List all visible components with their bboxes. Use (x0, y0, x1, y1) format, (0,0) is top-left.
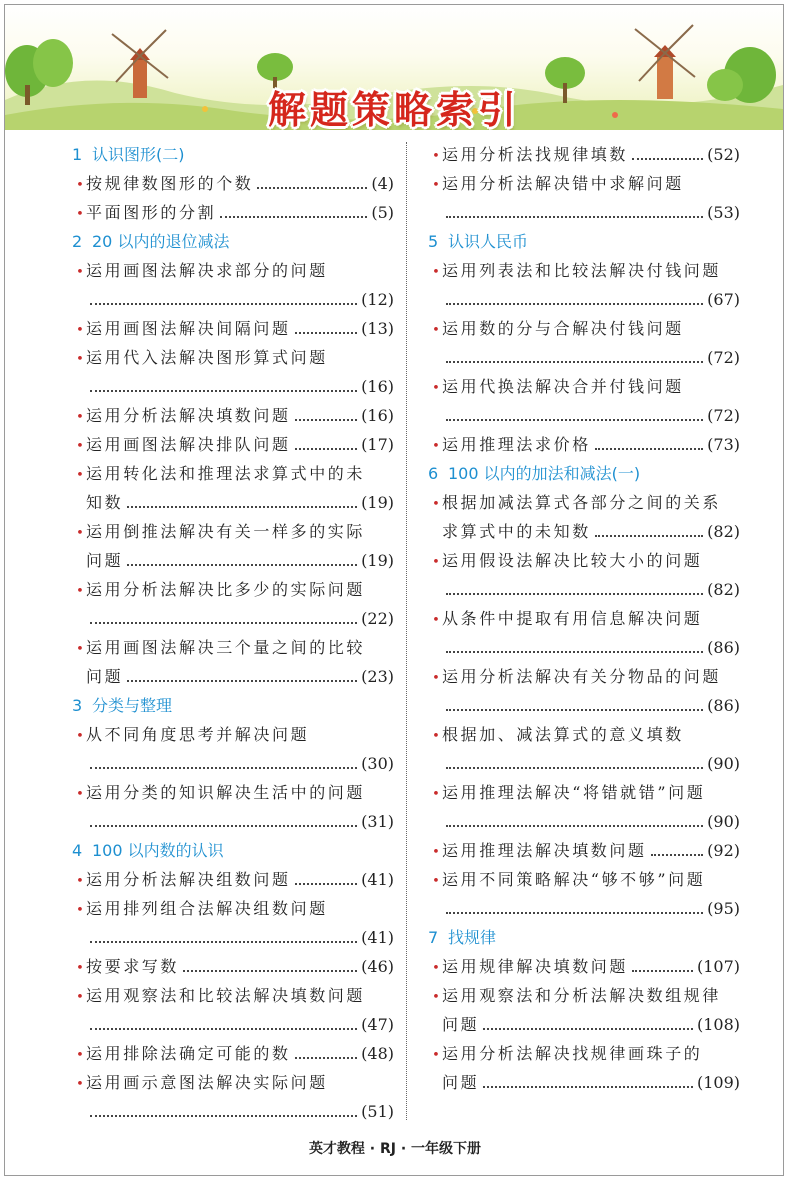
entry-text: 运用观察法和比较法解决填数问题 (86, 986, 366, 1005)
right-column (420, 140, 740, 1097)
bullet-dot-icon: • (432, 323, 440, 338)
entry-line (64, 546, 394, 575)
entry-line (420, 691, 740, 720)
entry-line (420, 894, 740, 923)
index-entry[interactable] (64, 459, 394, 517)
page-number: (17) (361, 435, 394, 454)
index-entry[interactable] (64, 198, 394, 227)
entry-line (64, 749, 394, 778)
bullet-dot-icon: • (432, 787, 440, 802)
page-number: (90) (707, 812, 740, 831)
page-number: (73) (707, 435, 740, 454)
entry-text: 运用观察法和分析法解决数组规律 (442, 986, 722, 1005)
entry-line (64, 981, 394, 1010)
chapter-title: 100 以内数的认识 (92, 841, 224, 860)
entry-line (64, 952, 394, 981)
index-entry[interactable] (64, 575, 394, 633)
index-entry[interactable] (64, 169, 394, 198)
chapter-heading (420, 459, 740, 488)
bullet-dot-icon: • (432, 845, 440, 860)
index-entry[interactable] (420, 662, 740, 720)
page-number: (5) (371, 203, 394, 222)
chapter-number: 4 (72, 841, 83, 860)
bullet-dot-icon: • (76, 729, 84, 744)
page-number: (92) (707, 841, 740, 860)
entry-text: 平面图形的分割 (86, 203, 217, 222)
page-number: (16) (361, 377, 394, 396)
entry-text: 运用推理法解决“将错就错”问题 (442, 783, 706, 802)
entry-line (420, 198, 740, 227)
page-number: (13) (361, 319, 394, 338)
dot-leader (127, 563, 357, 566)
entry-line (420, 140, 740, 169)
bullet-dot-icon: • (432, 671, 440, 686)
entry-text: 运用分析法解决比多少的实际问题 (86, 580, 366, 599)
page-number: (48) (361, 1044, 394, 1063)
bullet-dot-icon: • (76, 439, 84, 454)
bullet-dot-icon: • (432, 613, 440, 628)
index-entry[interactable] (64, 1068, 394, 1126)
bullet-dot-icon: • (76, 410, 84, 425)
entry-text: 运用画图法解决求部分的问题 (86, 261, 328, 280)
page-number: (22) (361, 609, 394, 628)
chapter-heading (420, 923, 740, 952)
index-entry[interactable] (420, 372, 740, 430)
entry-text: 运用分析法解决错中求解问题 (442, 174, 684, 193)
entry-line (64, 1039, 394, 1068)
bullet-dot-icon: • (76, 874, 84, 889)
page-number: (67) (707, 290, 740, 309)
bullet-dot-icon: • (76, 207, 84, 222)
dot-leader (595, 534, 703, 537)
entry-line (420, 807, 740, 836)
entry-line (64, 459, 394, 488)
entry-line (420, 314, 740, 343)
dot-leader (295, 1056, 358, 1059)
index-entry[interactable] (64, 430, 394, 459)
index-entry[interactable] (64, 256, 394, 314)
entry-line (420, 1068, 740, 1097)
entry-line (420, 604, 740, 633)
index-entry[interactable] (64, 1039, 394, 1068)
bullet-dot-icon: • (432, 961, 440, 976)
bullet-dot-icon: • (76, 265, 84, 280)
entry-text: 问题 (86, 667, 124, 686)
entry-line (64, 1010, 394, 1039)
entry-text: 根据加、减法算式的意义填数 (442, 725, 684, 744)
page-number: (46) (361, 957, 394, 976)
index-entry[interactable] (64, 952, 394, 981)
column-divider (406, 142, 407, 1120)
entry-line (420, 1039, 740, 1068)
entry-text: 从条件中提取有用信息解决问题 (442, 609, 703, 628)
chapter-title: 认识图形(二) (92, 145, 185, 164)
entry-line (64, 894, 394, 923)
dot-leader (595, 447, 703, 450)
bullet-dot-icon: • (432, 265, 440, 280)
chapter-number: 3 (72, 696, 83, 715)
entry-text: 问题 (442, 1015, 480, 1034)
chapter-heading (64, 836, 394, 865)
chapter-number: 6 (428, 464, 439, 483)
page-number: (86) (707, 638, 740, 657)
entry-line (420, 720, 740, 749)
entry-line (64, 633, 394, 662)
chapter-number: 1 (72, 145, 83, 164)
dot-leader (90, 1027, 357, 1030)
entry-line (64, 169, 394, 198)
chapter-title: 分类与整理 (92, 696, 173, 715)
chapter-heading (420, 227, 740, 256)
entry-line (64, 488, 394, 517)
bullet-dot-icon: • (76, 584, 84, 599)
entry-text: 运用画图法解决间隔问题 (86, 319, 291, 338)
chapter-number: 5 (428, 232, 439, 251)
bullet-dot-icon: • (432, 555, 440, 570)
entry-text: 求算式中的未知数 (442, 522, 591, 541)
index-entry[interactable] (420, 140, 740, 169)
entry-text: 运用数的分与合解决付钱问题 (442, 319, 684, 338)
dot-leader (90, 302, 357, 305)
index-entry[interactable] (64, 778, 394, 836)
entry-line (420, 372, 740, 401)
dot-leader (90, 621, 357, 624)
bullet-dot-icon: • (76, 903, 84, 918)
bullet-dot-icon: • (432, 1048, 440, 1063)
dot-leader (127, 505, 357, 508)
bullet-dot-icon: • (432, 874, 440, 889)
chapter-title: 找规律 (448, 928, 497, 947)
entry-line (64, 285, 394, 314)
dot-leader (446, 302, 703, 305)
page-number: (109) (696, 1073, 740, 1092)
dot-leader (127, 679, 357, 682)
index-entry[interactable] (420, 865, 740, 923)
index-entry[interactable] (420, 546, 740, 604)
dot-leader (295, 418, 358, 421)
entry-line (64, 807, 394, 836)
page-number: (107) (696, 957, 740, 976)
bullet-dot-icon: • (432, 729, 440, 744)
entry-line (64, 662, 394, 691)
page-number: (82) (707, 580, 740, 599)
entry-line (64, 430, 394, 459)
entry-line (420, 778, 740, 807)
page-number: (16) (361, 406, 394, 425)
entry-line (64, 604, 394, 633)
entry-line (64, 517, 394, 546)
chapter-heading (64, 691, 394, 720)
bullet-dot-icon: • (432, 381, 440, 396)
entry-text: 运用代入法解决图形算式问题 (86, 348, 328, 367)
entry-text: 运用代换法解决合并付钱问题 (442, 377, 684, 396)
dot-leader (483, 1027, 693, 1030)
index-entry[interactable] (420, 778, 740, 836)
entry-line (420, 952, 740, 981)
dot-leader (295, 447, 358, 450)
index-entry[interactable] (64, 894, 394, 952)
dot-leader (257, 186, 367, 189)
dot-leader (651, 853, 704, 856)
page-number: (30) (361, 754, 394, 773)
index-entry[interactable] (420, 488, 740, 546)
page-number: (41) (361, 928, 394, 947)
dot-leader (483, 1085, 693, 1088)
entry-text: 运用假设法解决比较大小的问题 (442, 551, 703, 570)
entry-text: 运用画图法解决三个量之间的比较 (86, 638, 366, 657)
index-entry[interactable] (420, 1039, 740, 1097)
dot-leader (446, 708, 703, 711)
dot-leader (632, 969, 693, 972)
dot-leader (446, 215, 703, 218)
index-entry[interactable] (64, 720, 394, 778)
page-number: (12) (361, 290, 394, 309)
index-entry[interactable] (64, 633, 394, 691)
index-entry[interactable] (420, 256, 740, 314)
entry-line (64, 343, 394, 372)
entry-text: 知数 (86, 493, 124, 512)
bullet-dot-icon: • (76, 323, 84, 338)
dot-leader (446, 766, 703, 769)
entry-line (420, 749, 740, 778)
chapter-number: 7 (428, 928, 439, 947)
index-entry[interactable] (64, 401, 394, 430)
entry-line (420, 285, 740, 314)
entry-text: 根据加减法算式各部分之间的关系 (442, 493, 722, 512)
page-number: (52) (707, 145, 740, 164)
dot-leader (446, 592, 703, 595)
entry-line (420, 662, 740, 691)
entry-text: 问题 (86, 551, 124, 570)
entry-text: 运用不同策略解决“够不够”问题 (442, 870, 706, 889)
page-number: (41) (361, 870, 394, 889)
bullet-dot-icon: • (76, 1048, 84, 1063)
bullet-dot-icon: • (76, 642, 84, 657)
entry-text: 运用分析法解决有关分物品的问题 (442, 667, 722, 686)
dot-leader (446, 418, 703, 421)
index-entry[interactable] (64, 981, 394, 1039)
bullet-dot-icon: • (76, 526, 84, 541)
index-entry[interactable] (64, 314, 394, 343)
entry-line (64, 778, 394, 807)
entry-line (64, 575, 394, 604)
entry-text: 运用画图法解决排队问题 (86, 435, 291, 454)
entry-line (420, 865, 740, 894)
index-entry[interactable] (64, 343, 394, 401)
bullet-dot-icon: • (432, 439, 440, 454)
dot-leader (90, 389, 357, 392)
chapter-heading (64, 227, 394, 256)
dot-leader (446, 824, 703, 827)
dot-leader (295, 331, 358, 334)
page-number: (31) (361, 812, 394, 831)
entry-line (420, 517, 740, 546)
entry-text: 运用排列组合法解决组数问题 (86, 899, 328, 918)
entry-line (420, 430, 740, 459)
bullet-dot-icon: • (432, 497, 440, 512)
index-entry[interactable] (64, 865, 394, 894)
entry-text: 按规律数图形的个数 (86, 174, 254, 193)
entry-text: 运用推理法解决填数问题 (442, 841, 647, 860)
page-number: (51) (361, 1102, 394, 1121)
bullet-dot-icon: • (76, 961, 84, 976)
bullet-dot-icon: • (76, 787, 84, 802)
entry-line (420, 981, 740, 1010)
entry-line (420, 575, 740, 604)
index-entry[interactable] (420, 836, 740, 865)
chapter-title: 认识人民币 (448, 232, 529, 251)
page-number: (4) (371, 174, 394, 193)
entry-line (420, 169, 740, 198)
entry-line (420, 546, 740, 575)
entry-line (64, 401, 394, 430)
entry-line (420, 633, 740, 662)
entry-line (64, 256, 394, 285)
bullet-dot-icon: • (76, 352, 84, 367)
index-entry[interactable] (420, 430, 740, 459)
page-number: (95) (707, 899, 740, 918)
entry-line (64, 372, 394, 401)
page-number: (108) (696, 1015, 740, 1034)
entry-text: 运用排除法确定可能的数 (86, 1044, 291, 1063)
bullet-dot-icon: • (432, 990, 440, 1005)
footer-book-title: 英才教程 · RJ · 一年级下册 (308, 1141, 482, 1157)
bullet-dot-icon: • (432, 178, 440, 193)
dot-leader (90, 1114, 357, 1117)
entry-text: 运用规律解决填数问题 (442, 957, 629, 976)
chapter-heading (64, 140, 394, 169)
index-entry[interactable] (420, 952, 740, 981)
entry-text: 运用转化法和推理法求算式中的未 (86, 464, 366, 483)
dot-leader (90, 766, 357, 769)
entry-line (420, 836, 740, 865)
page-number: (72) (707, 406, 740, 425)
dot-leader (446, 360, 703, 363)
page-number: (90) (707, 754, 740, 773)
page-number: (19) (361, 493, 394, 512)
header-banner (5, 5, 783, 130)
entry-line (64, 314, 394, 343)
dot-leader (446, 911, 703, 914)
entry-line (420, 256, 740, 285)
entry-text: 运用分类的知识解决生活中的问题 (86, 783, 366, 802)
bullet-dot-icon: • (432, 149, 440, 164)
index-entry[interactable] (420, 169, 740, 227)
entry-text: 按要求写数 (86, 957, 180, 976)
index-entry[interactable] (420, 314, 740, 372)
entry-line (420, 343, 740, 372)
entry-line (64, 720, 394, 749)
bullet-dot-icon: • (76, 990, 84, 1005)
dot-leader (90, 940, 357, 943)
dot-leader (183, 969, 357, 972)
page-number: (82) (707, 522, 740, 541)
dot-leader (446, 650, 703, 653)
entry-line (64, 1097, 394, 1126)
entry-text: 问题 (442, 1073, 480, 1092)
page-number: (86) (707, 696, 740, 715)
page-number: (19) (361, 551, 394, 570)
index-entry[interactable] (420, 720, 740, 778)
entry-text: 运用倒推法解决有关一样多的实际 (86, 522, 366, 541)
page-number: (72) (707, 348, 740, 367)
chapter-number: 2 (72, 232, 83, 251)
entry-text: 运用推理法求价格 (442, 435, 591, 454)
bullet-dot-icon: • (76, 468, 84, 483)
bullet-dot-icon: • (76, 1077, 84, 1092)
entry-line (420, 1010, 740, 1039)
entry-text: 运用分析法找规律填数 (442, 145, 629, 164)
dot-leader (632, 157, 703, 160)
entry-text: 运用分析法解决组数问题 (86, 870, 291, 889)
entry-text: 运用画示意图法解决实际问题 (86, 1073, 328, 1092)
entry-text: 从不同角度思考并解决问题 (86, 725, 310, 744)
index-entry[interactable] (64, 517, 394, 575)
page-number: (53) (707, 203, 740, 222)
entry-line (64, 1068, 394, 1097)
entry-line (420, 401, 740, 430)
bullet-dot-icon: • (76, 178, 84, 193)
page-number: (47) (361, 1015, 394, 1034)
entry-text: 运用分析法解决找规律画珠子的 (442, 1044, 703, 1063)
chapter-title: 20 以内的退位减法 (92, 232, 230, 251)
page-title: 解题策略索引 (267, 88, 520, 130)
entry-text: 运用列表法和比较法解决付钱问题 (442, 261, 722, 280)
entry-line (64, 865, 394, 894)
dot-leader (295, 882, 358, 885)
entry-line (64, 923, 394, 952)
dot-leader (220, 215, 367, 218)
entry-text: 运用分析法解决填数问题 (86, 406, 291, 425)
page-number: (23) (361, 667, 394, 686)
index-entry[interactable] (420, 981, 740, 1039)
index-entry[interactable] (420, 604, 740, 662)
dot-leader (90, 824, 357, 827)
chapter-title: 100 以内的加法和减法(一) (448, 464, 641, 483)
entry-line (64, 198, 394, 227)
left-column (64, 140, 394, 1126)
entry-line (420, 488, 740, 517)
